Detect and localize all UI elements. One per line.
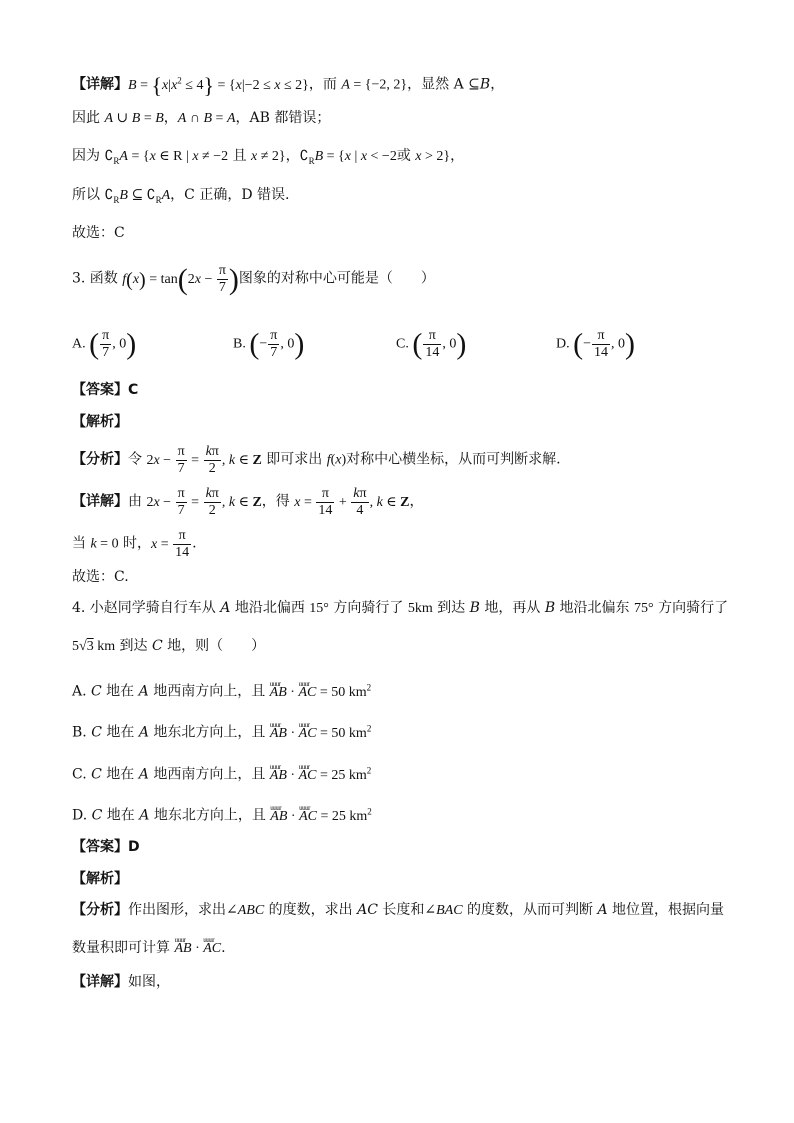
q3-option-d: D. (− $\frac{\pi}{14}$ , 0) bbox=[556, 327, 636, 361]
q4-option-c: C. C 地在 A 地西南方向上，且 uuur AB · uuur AC = 25 $km^2$ bbox=[72, 760, 371, 786]
q2-detail-line-2: 因此 A ∪ B = B，A ∩ B = A，AB 都错误； bbox=[72, 110, 331, 126]
q3-answer: 【答案】C bbox=[72, 382, 139, 398]
q2-detail-line-1: 【详解】$B = \{x|x^2 \le 4\} = \{x|-2 \le x \le 2\}$，而 A = {−2, 2}，显然 A ⊆B， bbox=[72, 72, 505, 98]
q4-jiexi: 【解析】 bbox=[72, 871, 128, 887]
q4-option-b: B. C 地在 A 地东北方向上，且 uuur AB · uuur AC = 50 $km^2$ bbox=[72, 718, 371, 744]
q4-answer: 【答案】D bbox=[72, 839, 140, 855]
q4-detail: 【详解】如图， bbox=[72, 974, 170, 990]
q4-fenxi-line-2: 数量积即可计算 uuur AB · uuur AC. bbox=[72, 938, 226, 959]
q4-fenxi-line-1: 【分析】作出图形，求出∠ABC 的度数，求出 AC 长度和∠BAC 的度数，从而可判断 A 地位置，根据向量 bbox=[72, 902, 725, 918]
q2-choose: 故选：C bbox=[72, 225, 125, 241]
q4-stem-line-2: 5√3 km 到达 C 地，则（ ） bbox=[72, 638, 266, 654]
q4-option-d: D. C 地在 A 地东北方向上，且 uuur AB · uuur AC = 25 $km^2$ bbox=[72, 801, 372, 827]
q3-k0: 当 k = 0 时，x = $\frac{\pi}{14}$ . bbox=[72, 528, 197, 560]
q3-jiexi: 【解析】 bbox=[72, 414, 128, 430]
q3-option-a: A. ( $\frac{\pi}{7}$ , 0) bbox=[72, 327, 137, 361]
q3-option-c: C. ( $\frac{\pi}{14}$ , 0) bbox=[396, 327, 467, 361]
q4-option-a: A. C 地在 A 地西南方向上，且 uuur AB · uuur AC = 50 $km^2$ bbox=[72, 677, 371, 703]
q2-detail-line-4: 所以 $∁_RB$ ⊆ $∁_RA$，C 正确，D 错误. bbox=[72, 187, 290, 205]
q3-choose: 故选：C. bbox=[72, 569, 129, 585]
q2-detail-line-3: 因为 $∁_RA = \{x$ ∈ R | x ≠ −2 且 x ≠ 2}，$∁_RB = \{x$ | x < −2或 x > 2}， bbox=[72, 148, 465, 166]
q3-option-b: B. (− $\frac{\pi}{7}$ , 0) bbox=[233, 327, 305, 361]
q3-detail: 【详解】由 2x − $\frac{\pi}{7}$ = $\frac{k\pi}{2}$ , k ∈ Z，得 x = $\frac{\pi}{14}$ + $\frac{k\pi}{4}$ , k ∈ Z， bbox=[72, 486, 424, 518]
q3-stem: 3. 函数 f(x) = tan(2x − $\frac{\pi}{7}$ )图象的对称中心可能是（ ） bbox=[72, 262, 435, 296]
q4-stem-line-1: 4. 小赵同学骑自行车从 A 地沿北偏西 15° 方向骑行了 5km 到达 B 地，再从 B 地沿北偏东 75° 方向骑行了 bbox=[72, 600, 729, 616]
q3-fenxi: 【分析】令 2x − $\frac{\pi}{7}$ = $\frac{k\pi}{2}$ , k ∈ Z 即可求出 f(x)对称中心横坐标，从而可判断求解. bbox=[72, 444, 561, 476]
